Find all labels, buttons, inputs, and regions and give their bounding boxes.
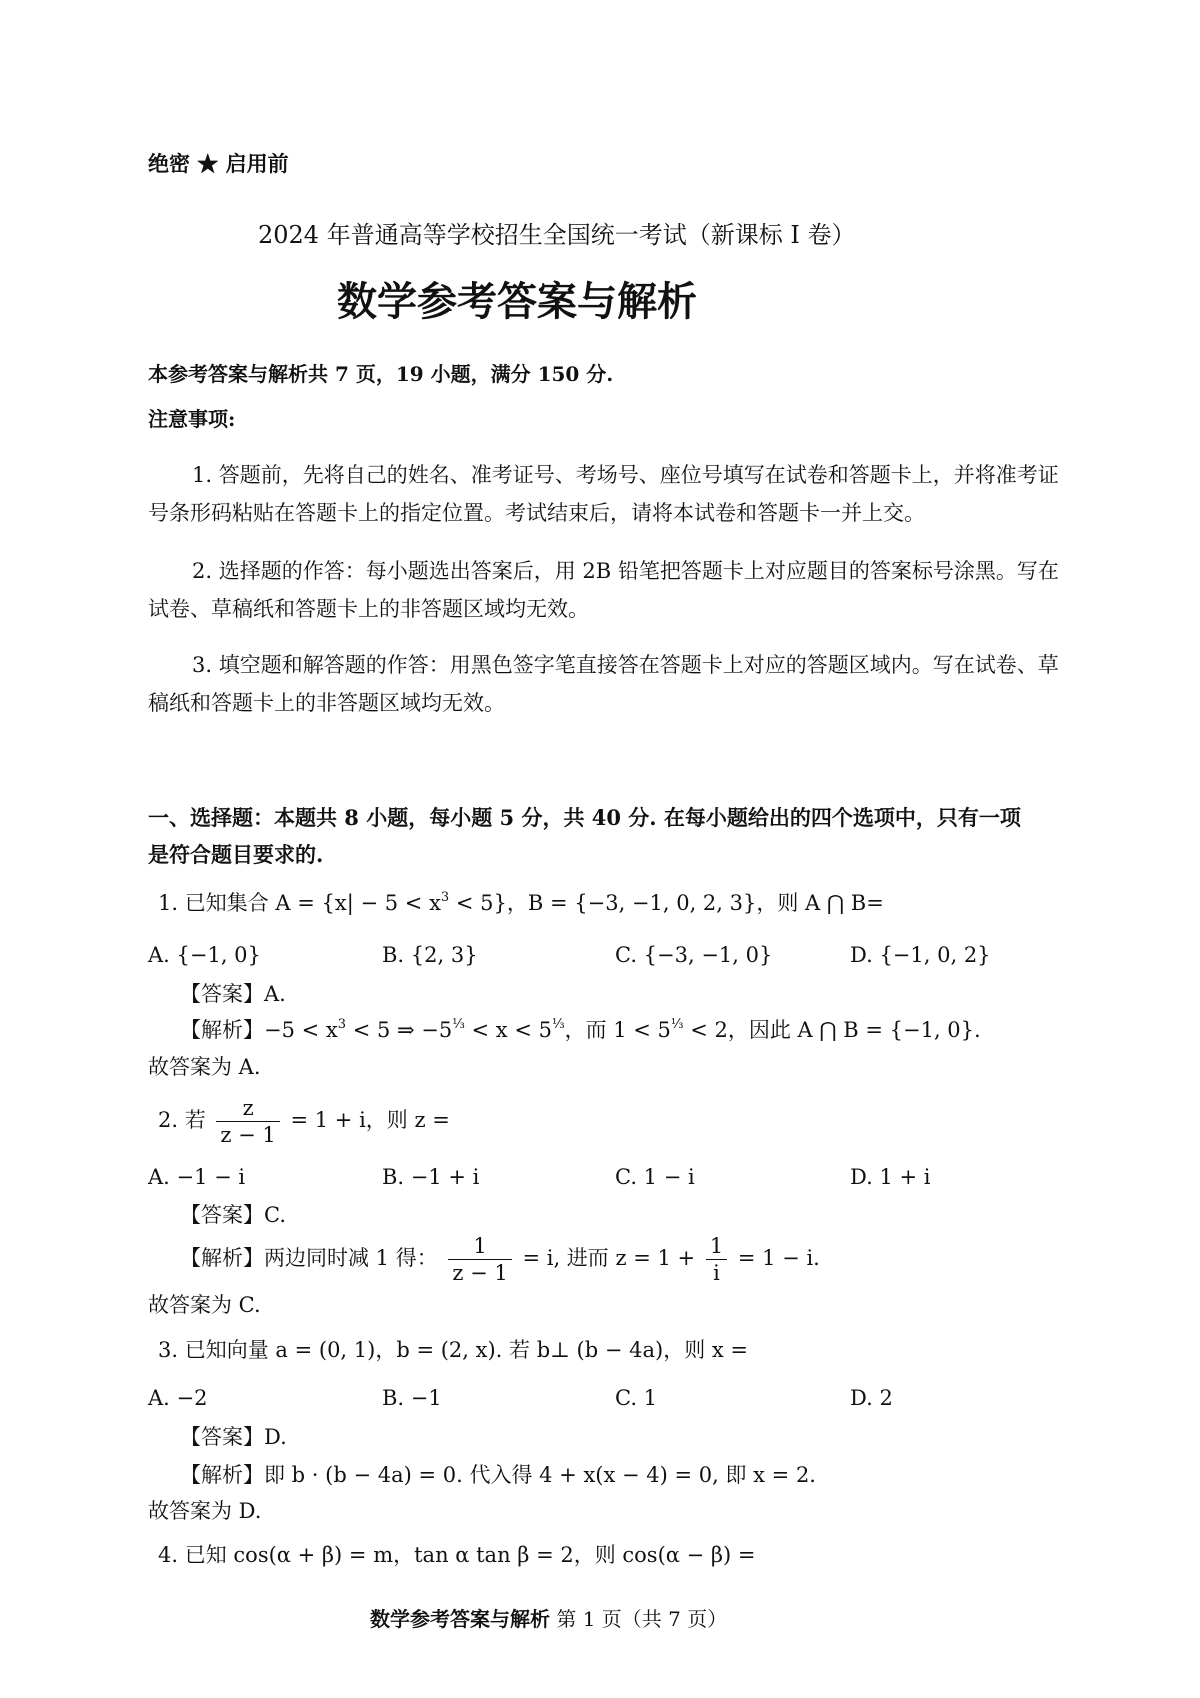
notice-heading: 注意事项: xyxy=(148,407,236,431)
analysis-text: 【解析】$-5 < x^3 < 5$ ⇒ $-5^{\frac{1}{3}} < x < 5^{\frac{1}{3}}$，而 $1 < 5^{\frac{1}{3}} < 2$，因此 A ⋂ B = {−1, 0}. xyxy=(180,1017,981,1042)
option-c: C. 1 − i xyxy=(615,1165,695,1189)
notice-item: 2. 选择题的作答：每小题选出答案后，用 2B 铅笔把答题卡上对应题目的答案标号涂黑。写在试卷、草稿纸和答题卡上的非答题区域均无效。 xyxy=(148,559,1059,621)
question-number: 1. xyxy=(158,891,179,915)
question-number: 3. xyxy=(158,1338,179,1362)
question-number: 4. xyxy=(158,1543,179,1567)
exam-title: 2024 年普通高等学校招生全国统一考试（新课标 I 卷） xyxy=(258,221,856,249)
question-1-stem: 1. 已知集合 $A = \{x| - 5 < x^3 < 5\}$，B = {−3, −1, 0, 2, 3}，则 A ⋂ B= xyxy=(158,890,884,915)
question-2-stem: 2. 若 $\frac{z}{z - 1}$ = 1 + i，则 z = xyxy=(158,1096,450,1147)
summary-line: 本参考答案与解析共 7 页，19 小题，满分 150 分. xyxy=(148,362,614,386)
fraction: $\frac{z}{z - 1}$ xyxy=(216,1095,279,1148)
option-b: B. −1 xyxy=(382,1386,442,1410)
question-4-stem: 4. 已知 cos(α + β) = m，tan α tan β = 2，则 cos(α − β) = xyxy=(158,1543,756,1567)
analysis-text: 【解析】即 b · (b − 4a) = 0. 代入得 4 + x(x − 4) = 0, 即 x = 2. xyxy=(180,1463,816,1487)
fraction: $\frac{1}{i}$ xyxy=(706,1233,727,1286)
option-d: D. {−1, 0, 2} xyxy=(850,943,991,967)
conclusion-text: 故答案为 A. xyxy=(148,1055,261,1079)
question-3-stem: 3. 已知向量 a = (0, 1)，b = (2, x). 若 b⊥ (b − 4a)，则 x = xyxy=(158,1338,749,1362)
fraction: $\frac{1}{z - 1}$ xyxy=(448,1233,511,1286)
footer-page-info: 第 1 页（共 7 页） xyxy=(556,1607,728,1631)
option-a: A. −2 xyxy=(148,1386,208,1410)
conclusion-text: 故答案为 C. xyxy=(148,1293,261,1317)
notice-item: 3. 填空题和解答题的作答：用黑色签字笔直接答在答题卡上对应的答题区域内。写在试卷、草稿纸和答题卡上的非答题区域均无效。 xyxy=(148,653,1059,715)
option-b: B. −1 + i xyxy=(382,1165,480,1189)
footer-doc-name: 数学参考答案与解析 xyxy=(370,1607,550,1631)
option-d: D. 1 + i xyxy=(850,1165,931,1189)
answer-label: 【答案】A. xyxy=(180,982,286,1006)
secret-label: 绝密 ★ 启用前 xyxy=(148,151,289,176)
question-number: 2. xyxy=(158,1108,179,1132)
answer-label: 【答案】C. xyxy=(180,1203,286,1227)
option-b: B. {2, 3} xyxy=(382,943,478,967)
option-a: A. {−1, 0} xyxy=(148,943,261,967)
section-heading-cont: 是符合题目要求的. xyxy=(148,842,324,867)
option-c: C. 1 xyxy=(615,1386,658,1410)
answer-label: 【答案】D. xyxy=(180,1425,287,1449)
doc-title: 数学参考答案与解析 xyxy=(337,279,697,325)
section-heading: 一、选择题：本题共 8 小题，每小题 5 分，共 40 分. 在每小题给出的四个选项中，只有一项 xyxy=(148,805,1021,830)
option-d: D. 2 xyxy=(850,1386,893,1410)
option-a: A. −1 − i xyxy=(148,1165,246,1189)
notice-item: 1. 答题前，先将自己的姓名、准考证号、考场号、座位号填写在试卷和答题卡上，并将准考证号条形码粘贴在答题卡上的指定位置。考试结束后，请将本试卷和答题卡一并上交。 xyxy=(148,463,1059,525)
conclusion-text: 故答案为 D. xyxy=(148,1499,262,1523)
option-c: C. {−3, −1, 0} xyxy=(615,943,773,967)
page-footer xyxy=(370,1603,727,1632)
analysis-text: 【解析】两边同时减 1 得： $\frac{1}{z - 1}$ = i, 进而 z = 1 + $\frac{1}{i}$ = 1 − i. xyxy=(180,1234,820,1285)
